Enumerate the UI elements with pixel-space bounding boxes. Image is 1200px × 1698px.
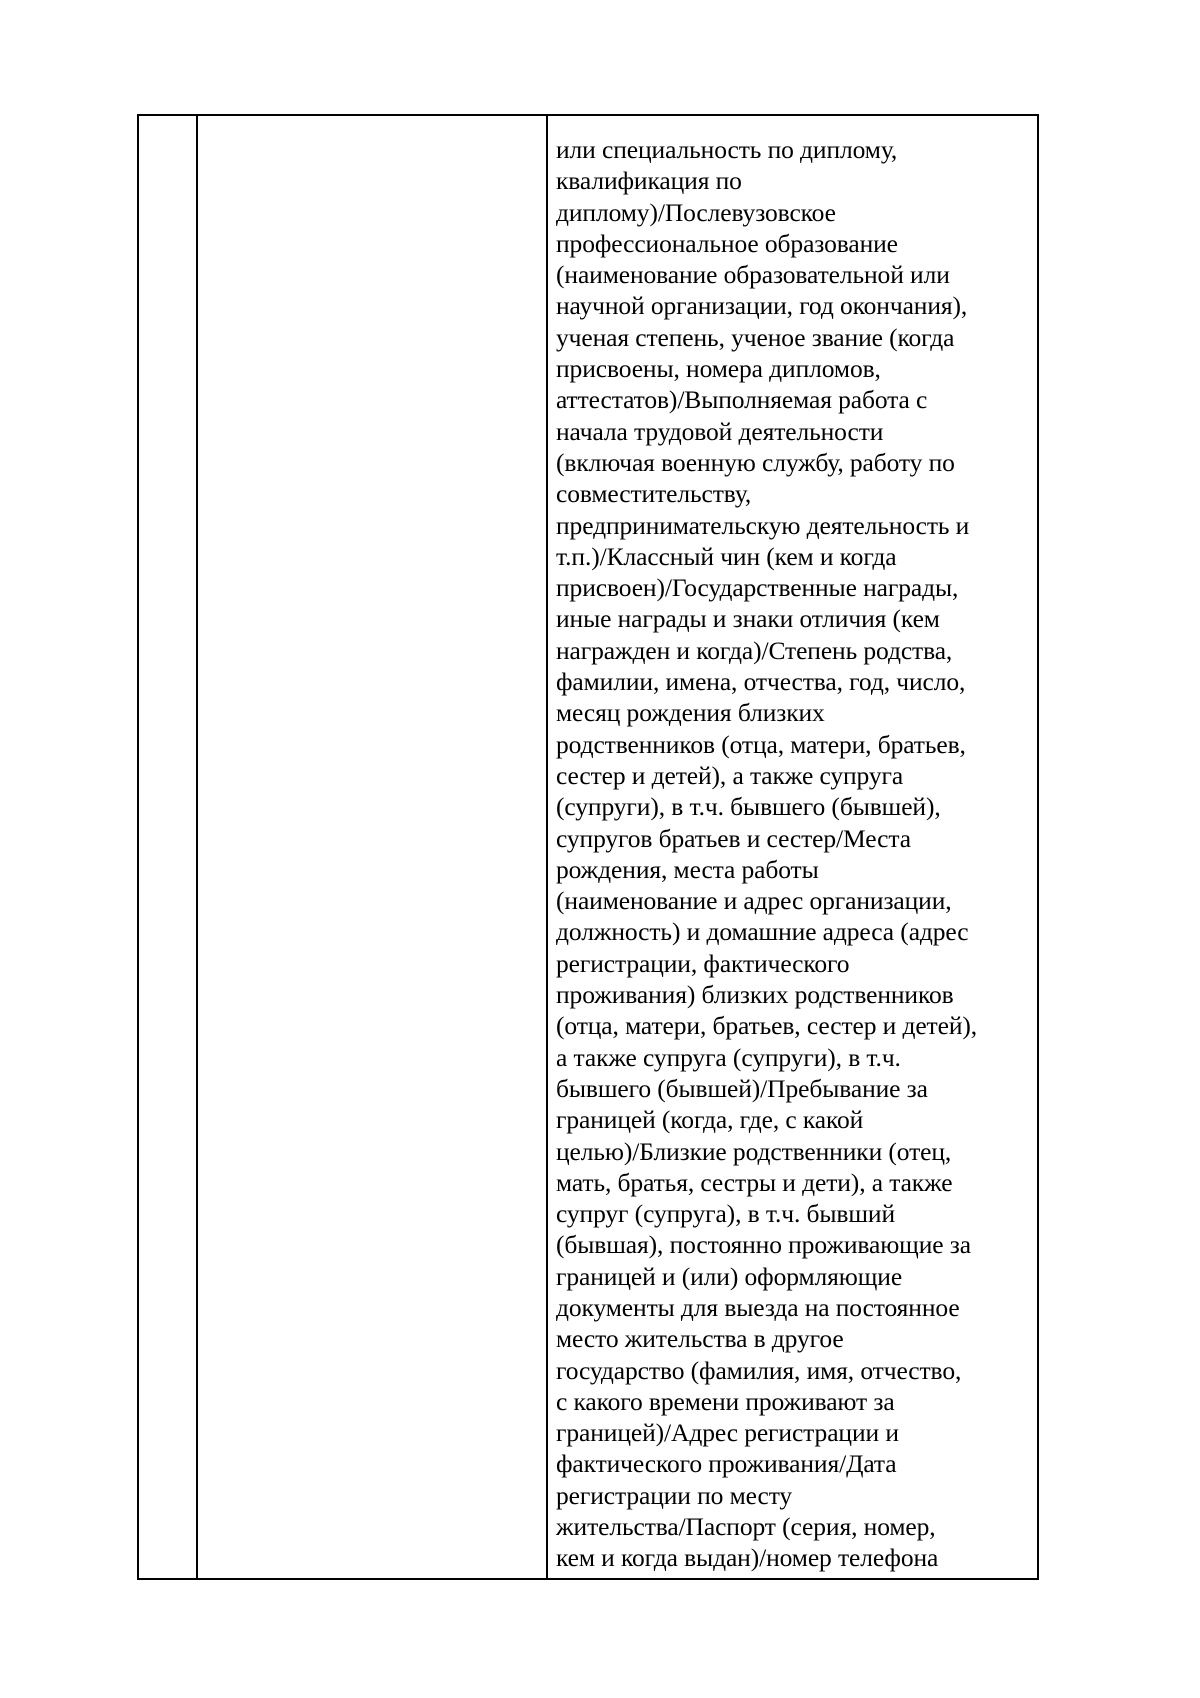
- document-table: [137, 114, 1039, 1580]
- content-line: супругов братьев и сестер/Места: [556, 823, 911, 853]
- content-line: кем и когда выдан)/номер телефона: [556, 1543, 939, 1573]
- content-line: фамилии, имена, отчества, год, число,: [556, 667, 966, 697]
- content-line: (наименование образовательной или: [556, 260, 950, 290]
- content-line: целью)/Близкие родственники (отец,: [556, 1136, 952, 1166]
- content-line: или специальность по диплому,: [556, 135, 898, 164]
- content-line: рождения, места работы: [556, 854, 819, 884]
- content-line: а также супруга (супруги), в т.ч.: [556, 1042, 901, 1072]
- content-line: (включая военную службу, работу по: [556, 447, 955, 477]
- content-line: границей (когда, где, с какой: [556, 1105, 864, 1135]
- row-number-cell: [139, 116, 198, 1578]
- content-line: месяц рождения близких: [556, 698, 825, 728]
- content-line: должность) и домашние адреса (адрес: [556, 917, 969, 947]
- content-line: государство (фамилия, имя, отчество,: [556, 1355, 962, 1385]
- content-line: начала трудовой деятельности: [556, 416, 884, 446]
- content-line: совместительству,: [556, 479, 752, 509]
- content-line: с какого времени проживают за: [556, 1386, 895, 1416]
- content-line: квалификация по: [556, 166, 742, 196]
- content-line: мать, братья, сестры и дети), а также: [556, 1167, 953, 1197]
- content-line: (бывшая), постоянно проживающие за: [556, 1230, 971, 1260]
- content-line: ученая степень, ученое звание (когда: [556, 322, 955, 352]
- content-line: научной организации, год окончания),: [556, 291, 968, 321]
- content-line: награжден и когда)/Степень родства,: [556, 635, 953, 665]
- content-line: профессиональное образование: [556, 228, 898, 258]
- content-line: место жительства в другое: [556, 1324, 844, 1354]
- row-content-cell: [548, 116, 1037, 1578]
- content-line: регистрации по месту: [556, 1480, 793, 1510]
- content-line: сестер и детей), а также супруга: [556, 760, 904, 790]
- content-line: жительства/Паспорт (серия, номер,: [556, 1512, 936, 1542]
- content-line: аттестатов)/Выполняемая работа с: [556, 385, 928, 415]
- content-line: границей и (или) оформляющие: [556, 1261, 903, 1291]
- content-line: (отца, матери, братьев, сестер и детей),: [556, 1011, 978, 1041]
- content-line: проживания) близких родственников: [556, 980, 954, 1010]
- content-line: иные награды и знаки отличия (кем: [556, 604, 940, 634]
- content-line: супруг (супруга), в т.ч. бывший: [556, 1199, 895, 1229]
- content-line: (наименование и адрес организации,: [556, 886, 952, 916]
- content-line: бывшего (бывшей)/Пребывание за: [556, 1073, 928, 1103]
- content-line: предпринимательскую деятельность и: [556, 510, 970, 540]
- content-line: т.п.)/Классный чин (кем и когда: [556, 541, 897, 571]
- content-line: диплому)/Послевузовское: [556, 197, 836, 227]
- content-line: (супруги), в т.ч. бывшего (бывшей),: [556, 792, 941, 822]
- content-line: присвоен)/Государственные награды,: [556, 573, 959, 603]
- content-line: присвоены, номера дипломов,: [556, 354, 881, 384]
- content-line: родственников (отца, матери, братьев,: [556, 729, 966, 759]
- content-line: границей)/Адрес регистрации и: [556, 1418, 899, 1448]
- content-line: документы для выезда на постоянное: [556, 1292, 960, 1322]
- content-line: фактического проживания/Дата: [556, 1449, 897, 1479]
- content-line: регистрации, фактического: [556, 948, 850, 978]
- row-name-cell: [198, 116, 548, 1578]
